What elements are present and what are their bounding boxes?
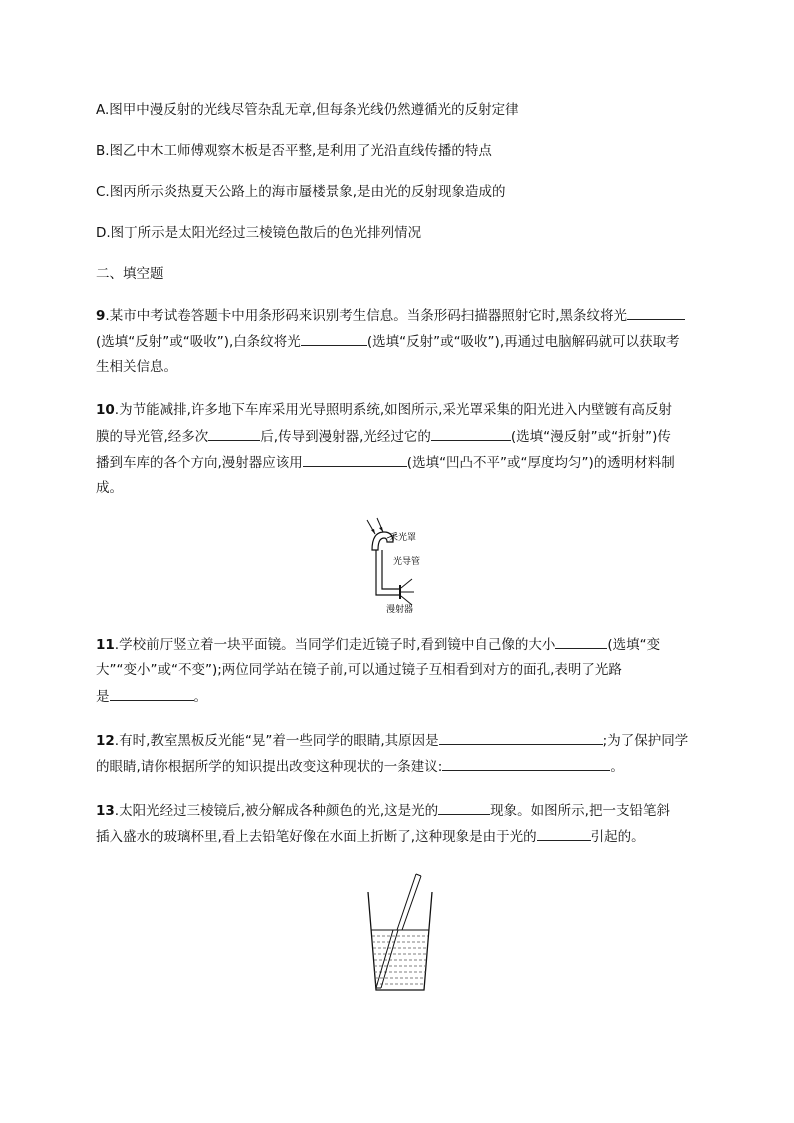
diffuse-ray-3 <box>401 596 412 605</box>
q9-line-2 <box>96 331 680 352</box>
water-hatching <box>372 936 428 984</box>
sunlight-arrow-1 <box>371 529 375 534</box>
q13-line-2 <box>96 826 645 847</box>
pencil-glass-figure <box>362 870 442 1000</box>
q10-line-2 <box>96 426 671 447</box>
q10-text-5: 播到车库的各个方向,漫射器应该用 <box>96 455 303 471</box>
q11-text-3: 是 <box>96 689 110 705</box>
q13-blank-2[interactable] <box>537 826 591 841</box>
q13-text-1: .太阳光经过三棱镜后,被分解成各种颜色的光,这是光的 <box>114 803 439 819</box>
q9-text-3: (选填“反射”或“吸收”),再通过电脑解码就可以获取考 <box>366 334 680 350</box>
q9-line-3: 生相关信息。 <box>96 359 177 375</box>
q12-blank-1[interactable] <box>439 730 603 745</box>
q12-line-2 <box>96 756 624 777</box>
q12-text-4: 。 <box>610 759 624 775</box>
q13-line-1 <box>96 800 670 821</box>
light-pipe-figure <box>360 516 450 616</box>
label-pipe: 光导管 <box>393 557 421 567</box>
q9-blank-2[interactable] <box>301 331 367 346</box>
q9-text-1: .某市中考试卷答题卡中用条形码来识别考生信息。当条形码扫描器照射它时,黑条纹将光 <box>105 308 627 324</box>
q10-blank-1[interactable] <box>208 426 260 441</box>
q10-text-6: (选填“凹凸不平”或“厚度均匀”)的透明材料制 <box>406 455 675 471</box>
option-a: A.图甲中漫反射的光线尽管杂乱无章,但每条光线仍然遵循光的反射定律 <box>96 102 519 118</box>
q12-text-3: 的眼睛,请你根据所学的知识提出改变这种现状的一条建议: <box>96 759 443 775</box>
option-c: C.图丙所示炎热夏天公路上的海市蜃楼景象,是由光的反射现象造成的 <box>96 184 506 200</box>
q10-number: 10 <box>96 402 115 418</box>
diffuse-ray-1 <box>401 579 412 588</box>
q10-line-4: 成。 <box>96 480 123 496</box>
option-d: D.图丁所示是太阳光经过三棱镜色散后的色光排列情况 <box>96 225 422 241</box>
q12-blank-2[interactable] <box>442 756 610 771</box>
glass-outline <box>368 892 432 990</box>
sunlight-arrow-2 <box>379 527 383 532</box>
q11-blank-1[interactable] <box>555 634 607 649</box>
option-b: B.图乙中木工师傅观察木板是否平整,是利用了光沿直线传播的特点 <box>96 143 492 159</box>
q12-text-2: ;为了保护同学 <box>602 733 689 749</box>
q11-number: 11 <box>96 637 115 653</box>
q11-text-4: 。 <box>193 689 207 705</box>
q9-line-1 <box>96 305 685 326</box>
q11-line-3 <box>96 686 207 707</box>
q12-text-1: .有时,教室黑板反光能“晃”着一些同学的眼睛,其原因是 <box>114 733 439 749</box>
q13-text-3: 插入盛水的玻璃杯里,看上去铅笔好像在水面上折断了,这种现象是由于光的 <box>96 829 537 845</box>
q10-line-3 <box>96 452 675 473</box>
q11-text-1: .学校前厅竖立着一块平面镜。当同学们走近镜子时,看到镜中自己像的大小 <box>114 637 556 653</box>
q13-number: 13 <box>96 803 115 819</box>
q9-blank-1[interactable] <box>627 305 685 320</box>
q9-text-2: (选填“反射”或“吸收”),白条纹将光 <box>96 334 301 350</box>
q10-line-1 <box>96 400 672 420</box>
q11-line-2: 大”“变小”或“不变”);两位同学站在镜子前,可以通过镜子互相看到对方的面孔,表明了光路 <box>96 662 622 678</box>
pencil-above-water <box>397 874 421 930</box>
label-diffuser: 漫射器 <box>386 605 414 615</box>
q13-text-2: 现象。如图所示,把一支铅笔斜 <box>490 803 670 819</box>
q10-text-1: .为节能减排,许多地下车库采用光导照明系统,如图所示,采光罩采集的阳光进入内壁镀有高反射 <box>114 402 672 418</box>
q10-blank-2[interactable] <box>431 426 511 441</box>
q10-text-4: (选填“漫反射”或“折射”)传 <box>510 429 671 445</box>
q9-number: 9 <box>96 308 106 324</box>
q12-number: 12 <box>96 733 115 749</box>
q10-text-2: 膜的导光管,经多次 <box>96 429 209 445</box>
label-collector: 采光罩 <box>389 533 417 543</box>
q13-text-4: 引起的。 <box>590 829 645 845</box>
section-title: 二、填空题 <box>96 266 164 282</box>
q12-line-1 <box>96 730 688 751</box>
q11-blank-2[interactable] <box>110 686 194 701</box>
q13-blank-1[interactable] <box>438 800 490 815</box>
pencil-below-water <box>376 930 398 988</box>
q10-blank-3[interactable] <box>303 452 407 467</box>
q11-line-1 <box>96 634 660 655</box>
q10-text-3: 后,传导到漫射器,光经过它的 <box>260 429 431 445</box>
q11-text-2: (选填“变 <box>607 637 661 653</box>
